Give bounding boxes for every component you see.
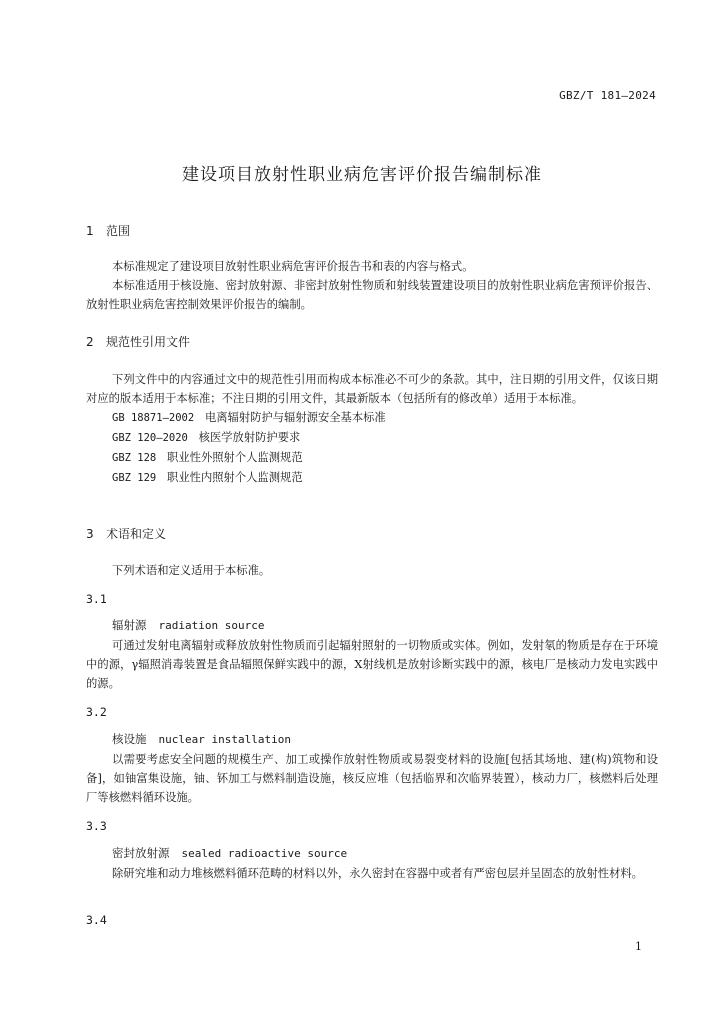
section-1-body bbox=[86, 257, 658, 314]
term-heading bbox=[112, 731, 291, 747]
section-title: 规范性引用文件 bbox=[106, 335, 191, 349]
section-number: 3 bbox=[86, 527, 94, 541]
reference-item bbox=[86, 428, 658, 448]
term-chinese: 辐射源 bbox=[112, 618, 147, 632]
reference-code: GB 18871—2002 bbox=[112, 412, 195, 424]
term-definition bbox=[86, 750, 658, 807]
paragraph: 下列文件中的内容通过文中的规范性引用而构成本标准必不可少的条款。其中，注日期的引用文件，仅该日期对应的版本适用于本标准；不注日期的引用文件，其最新版本（包括所有的修改单）适用于本标准。 bbox=[86, 373, 658, 405]
page-number: 1 bbox=[635, 940, 642, 953]
reference-name: 职业性外照射个人监测规范 bbox=[167, 451, 303, 464]
paragraph: 本标准适用于核设施、密封放射源、非密封放射性物质和射线装置建设项目的放射性职业病危害预评价报告、放射性职业病危害控制效果评价报告的编制。 bbox=[86, 279, 658, 311]
section-2-body bbox=[86, 370, 658, 488]
term-definition bbox=[86, 636, 658, 693]
reference-name: 电离辐射防护与辐射源安全基本标准 bbox=[204, 411, 386, 424]
term-number: 3.2 bbox=[86, 705, 107, 719]
reference-code: GBZ 129 bbox=[112, 472, 157, 484]
reference-name: 核医学放射防护要求 bbox=[198, 431, 301, 444]
section-2-heading bbox=[86, 333, 190, 350]
reference-item bbox=[86, 448, 658, 468]
section-title: 范围 bbox=[106, 224, 131, 238]
term-definition bbox=[86, 864, 658, 883]
term-number: 3.1 bbox=[86, 592, 107, 606]
reference-code: GBZ 128 bbox=[112, 452, 157, 464]
paragraph: 可通过发射电离辐射或释放放射性物质而引起辐射照射的一切物质或实体。例如，发射氡的物质是存在于环境中的源，γ辐照消毒装置是食品辐照保鲜实践中的源，X射线机是放射诊断实践中的源，核电厂是核动力发电实践中的源。 bbox=[86, 639, 658, 690]
term-english: radiation source bbox=[158, 619, 265, 632]
section-number: 2 bbox=[86, 335, 94, 349]
paragraph: 以需要考虑安全问题的规模生产、加工或操作放射性物质或易裂变材料的设施[包括其场地、建(构)筑物和设备]，如铀富集设施，铀、钚加工与燃料制造设施，核反应堆（包括临界和次临界装置），核动力厂，核燃料后处理厂等核燃料循环设施。 bbox=[86, 753, 658, 804]
term-heading bbox=[112, 845, 347, 861]
standard-code: GBZ/T 181—2024 bbox=[559, 89, 656, 102]
term-number: 3.3 bbox=[86, 819, 107, 833]
section-3-heading bbox=[86, 525, 166, 542]
section-1-heading bbox=[86, 222, 130, 239]
term-chinese: 密封放射源 bbox=[112, 846, 170, 860]
section-title: 术语和定义 bbox=[106, 527, 167, 541]
term-heading bbox=[112, 617, 264, 633]
term-chinese: 核设施 bbox=[112, 732, 147, 746]
term-number: 3.4 bbox=[86, 913, 107, 927]
paragraph: 下列术语和定义适用于本标准。 bbox=[112, 564, 271, 577]
paragraph: 除研究堆和动力堆核燃料循环范畴的材料以外，永久密封在容器中或者有严密包层并呈固态的放射性材料。 bbox=[112, 867, 643, 880]
section-3-intro bbox=[86, 561, 658, 580]
term-english: sealed radioactive source bbox=[181, 847, 348, 860]
paragraph: 本标准规定了建设项目放射性职业病危害评价报告书和表的内容与格式。 bbox=[112, 260, 474, 273]
reference-code: GBZ 120—2020 bbox=[112, 432, 188, 444]
reference-item bbox=[86, 468, 658, 488]
reference-name: 职业性内照射个人监测规范 bbox=[167, 471, 303, 484]
document-title: 建设项目放射性职业病危害评价报告编制标准 bbox=[182, 165, 542, 185]
section-number: 1 bbox=[86, 224, 94, 238]
term-english: nuclear installation bbox=[158, 733, 291, 746]
reference-item bbox=[86, 408, 658, 428]
